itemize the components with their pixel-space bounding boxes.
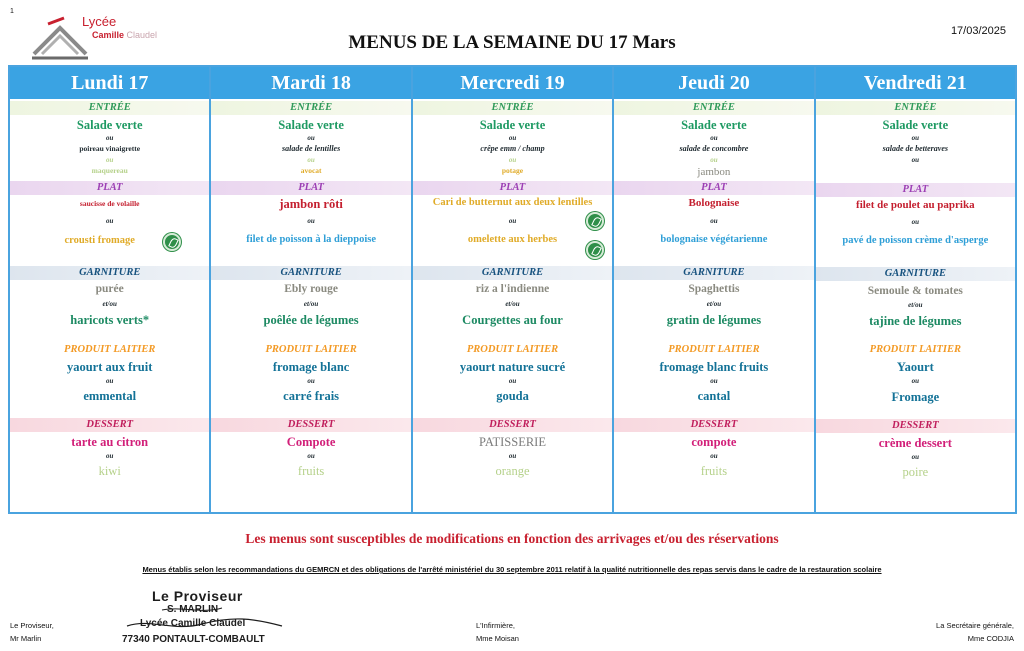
menu-item: salade de concombre <box>679 144 749 153</box>
menu-item: purée <box>95 283 124 295</box>
day-header: Vendredi 21 <box>816 67 1015 99</box>
or-label: ou <box>911 453 920 461</box>
signature-secretaire <box>936 619 1014 645</box>
menu-item: cantal <box>697 389 731 403</box>
and-or-label: et/ou <box>303 300 319 308</box>
signature-title: La Secrétaire générale, <box>936 621 1014 630</box>
menu-item: PATISSERIE <box>479 435 546 449</box>
or-label: ou <box>911 218 920 226</box>
bio-leaf-icon <box>586 241 604 259</box>
section-garniture: GARNITURE <box>10 266 209 280</box>
legal-notice: Menus établis selon les recommandations du GEMRCN et des obligations de l'arrêté ministériel du 30 septembre 2011 relatif à la qualité nutritionnelle des repas servis dans le cadre de la restauration scolaire <box>142 565 882 574</box>
menu-item: Spaghettis <box>688 283 740 295</box>
menu-item: avocat <box>300 166 322 175</box>
page-title: MENUS DE LA SEMAINE DU 17 Mars <box>348 32 676 53</box>
menu-item: crousti fromage <box>64 235 135 246</box>
menu-item: poêlée de légumes <box>263 313 359 327</box>
or-label: ou <box>508 217 517 225</box>
menu-item: Salade verte <box>76 118 143 132</box>
menu-item: tarte au citron <box>71 435 149 449</box>
or-label: ou <box>508 452 517 460</box>
stamp-line: Lycée Camille Claudel <box>140 618 246 629</box>
bio-leaf-icon <box>163 233 181 251</box>
menu-item: gouda <box>496 389 529 403</box>
signature-name: Mme CODJIA <box>967 634 1014 643</box>
section-dessert: DESSERT <box>614 418 813 432</box>
menu-item: fruits <box>700 464 728 478</box>
signature-title: L'Infirmière, <box>476 621 515 630</box>
menu-item: Bolognaise <box>688 197 740 209</box>
menu-item: compote <box>691 435 737 449</box>
signature-name: Mme Moisan <box>476 634 519 643</box>
or-label: ou <box>307 217 315 225</box>
page-mark: 1 <box>10 8 14 15</box>
day-column-mardi <box>211 67 412 512</box>
menu-item: Courgettes au four <box>462 313 563 327</box>
menu-item: jambon rôti <box>279 197 343 211</box>
section-laitier: PRODUIT LAITIER <box>614 343 813 357</box>
or-label: ou <box>106 377 114 385</box>
section-entree: ENTRÉE <box>816 101 1015 115</box>
menu-item: Compote <box>286 435 336 449</box>
menu-item: crème dessert <box>878 436 952 450</box>
menu-item: Salade verte <box>882 118 949 132</box>
menu-item: pavé de poisson crème d'asperge <box>842 235 989 246</box>
section-garniture: GARNITURE <box>816 267 1015 281</box>
section-dessert: DESSERT <box>211 418 410 432</box>
section-laitier: PRODUIT LAITIER <box>413 343 612 357</box>
or-label: ou <box>307 452 315 460</box>
or-label: ou <box>307 156 315 164</box>
menu-item: bolognaise végétarienne <box>660 234 768 245</box>
menu-item: Fromage <box>891 390 940 404</box>
menu-item: jambon <box>697 166 731 178</box>
or-label: ou <box>710 377 718 385</box>
menu-item: Yaourt <box>896 360 934 374</box>
menu-item: emmental <box>83 389 137 403</box>
section-dessert: DESSERT <box>413 418 612 432</box>
section-plat: PLAT <box>413 181 612 195</box>
signature-infirmiere <box>476 619 519 645</box>
day-column-lundi <box>10 67 211 512</box>
section-dessert: DESSERT <box>10 418 209 432</box>
or-label: ou <box>307 134 315 142</box>
menu-item: yaourt nature sucré <box>459 360 566 374</box>
stamp-line: Le Proviseur <box>152 588 243 604</box>
menu-item: yaourt aux fruit <box>66 360 153 374</box>
modification-notice: Les menus sont susceptibles de modifications en fonction des arrivages et/ou des réservations <box>245 531 779 546</box>
section-entree: ENTRÉE <box>413 101 612 115</box>
document-date: 17/03/2025 <box>950 25 1006 37</box>
menu-item: orange <box>495 464 530 478</box>
section-entree: ENTRÉE <box>10 101 209 115</box>
or-label: ou <box>307 377 315 385</box>
or-label: ou <box>106 217 114 225</box>
section-entree: ENTRÉE <box>614 101 813 115</box>
stamp-line: S. MARLIN <box>167 604 219 615</box>
logo-lycee: Lycée <box>82 14 117 29</box>
section-laitier: PRODUIT LAITIER <box>816 343 1015 357</box>
menu-item: carré frais <box>283 389 340 403</box>
day-header: Lundi 17 <box>10 67 209 99</box>
menu-item: Salade verte <box>681 118 747 132</box>
or-label: ou <box>508 377 517 385</box>
stamp-line: 77340 PONTAULT-COMBAULT <box>122 634 265 645</box>
day-header: Jeudi 20 <box>614 67 813 99</box>
section-plat: PLAT <box>614 181 813 195</box>
menu-item: salade de betteraves <box>882 144 948 153</box>
day-column-mercredi <box>413 67 614 512</box>
or-label: ou <box>710 134 718 142</box>
menu-grid <box>8 65 1017 514</box>
menu-item: poire <box>902 465 929 479</box>
or-label: ou <box>911 377 920 385</box>
signature-scribble-icon <box>112 588 292 650</box>
menu-item: poireau vinaigrette <box>79 144 141 153</box>
day-column-jeudi <box>614 67 815 512</box>
logo-camille: Camille <box>92 30 125 40</box>
signature-title: Le Proviseur, <box>10 621 54 630</box>
menu-item: riz a l'indienne <box>475 283 550 295</box>
section-dessert: DESSERT <box>816 419 1015 433</box>
menu-item: omelette aux herbes <box>467 234 558 245</box>
section-garniture: GARNITURE <box>614 266 813 280</box>
or-label: ou <box>710 156 718 164</box>
section-laitier: PRODUIT LAITIER <box>211 343 410 357</box>
signature-name: Mr Marlin <box>10 634 42 643</box>
and-or-label: et/ou <box>706 300 722 308</box>
section-laitier: PRODUIT LAITIER <box>10 343 209 357</box>
or-label: ou <box>106 452 114 460</box>
or-label: ou <box>106 156 114 164</box>
or-label: ou <box>508 156 517 164</box>
or-label: ou <box>710 217 718 225</box>
signature-proviseur <box>10 619 54 645</box>
or-label: ou <box>106 134 114 142</box>
section-entree: ENTRÉE <box>211 101 410 115</box>
menu-item: kiwi <box>98 464 121 478</box>
menu-item: gratin de légumes <box>666 313 762 327</box>
menu-item: tajine de légumes <box>869 314 962 328</box>
menu-item: fruits <box>297 464 325 478</box>
menu-item: Ebly rouge <box>284 283 338 295</box>
or-label: ou <box>710 452 718 460</box>
menu-item: salade de lentilles <box>282 144 341 153</box>
section-plat: PLAT <box>10 181 209 195</box>
or-label: ou <box>911 156 920 164</box>
section-plat: PLAT <box>816 183 1015 197</box>
menu-item: maquereau <box>91 166 128 175</box>
section-garniture: GARNITURE <box>413 266 612 280</box>
menu-item: Salade verte <box>479 118 546 132</box>
menu-item: filet de poulet au paprika <box>856 199 975 211</box>
day-header: Mercredi 19 <box>413 67 612 99</box>
menu-item: fromage blanc fruits <box>659 360 769 374</box>
menu-item: Salade verte <box>278 118 344 132</box>
menu-item: filet de poisson à la dieppoise <box>246 234 377 245</box>
day-header: Mardi 18 <box>211 67 410 99</box>
section-garniture: GARNITURE <box>211 266 410 280</box>
school-stamp <box>112 588 292 650</box>
or-label: ou <box>508 134 517 142</box>
menu-item: haricots verts* <box>70 313 150 327</box>
menu-item: potage <box>501 166 524 175</box>
logo-claudel: Claudel <box>126 30 158 40</box>
and-or-label: et/ou <box>505 300 520 308</box>
or-label: ou <box>911 134 920 142</box>
menu-item: Semoule & tomates <box>867 285 963 297</box>
day-column-vendredi <box>816 67 1015 512</box>
menu-item: Cari de butternut aux deux lentilles <box>432 197 593 208</box>
menu-item: saucisse de volaille <box>79 199 140 208</box>
and-or-label: et/ou <box>908 301 923 309</box>
menu-item: crêpe emm / champ <box>480 144 545 153</box>
and-or-label: et/ou <box>102 300 117 308</box>
menu-item: fromage blanc <box>272 360 350 374</box>
section-plat: PLAT <box>211 181 410 195</box>
